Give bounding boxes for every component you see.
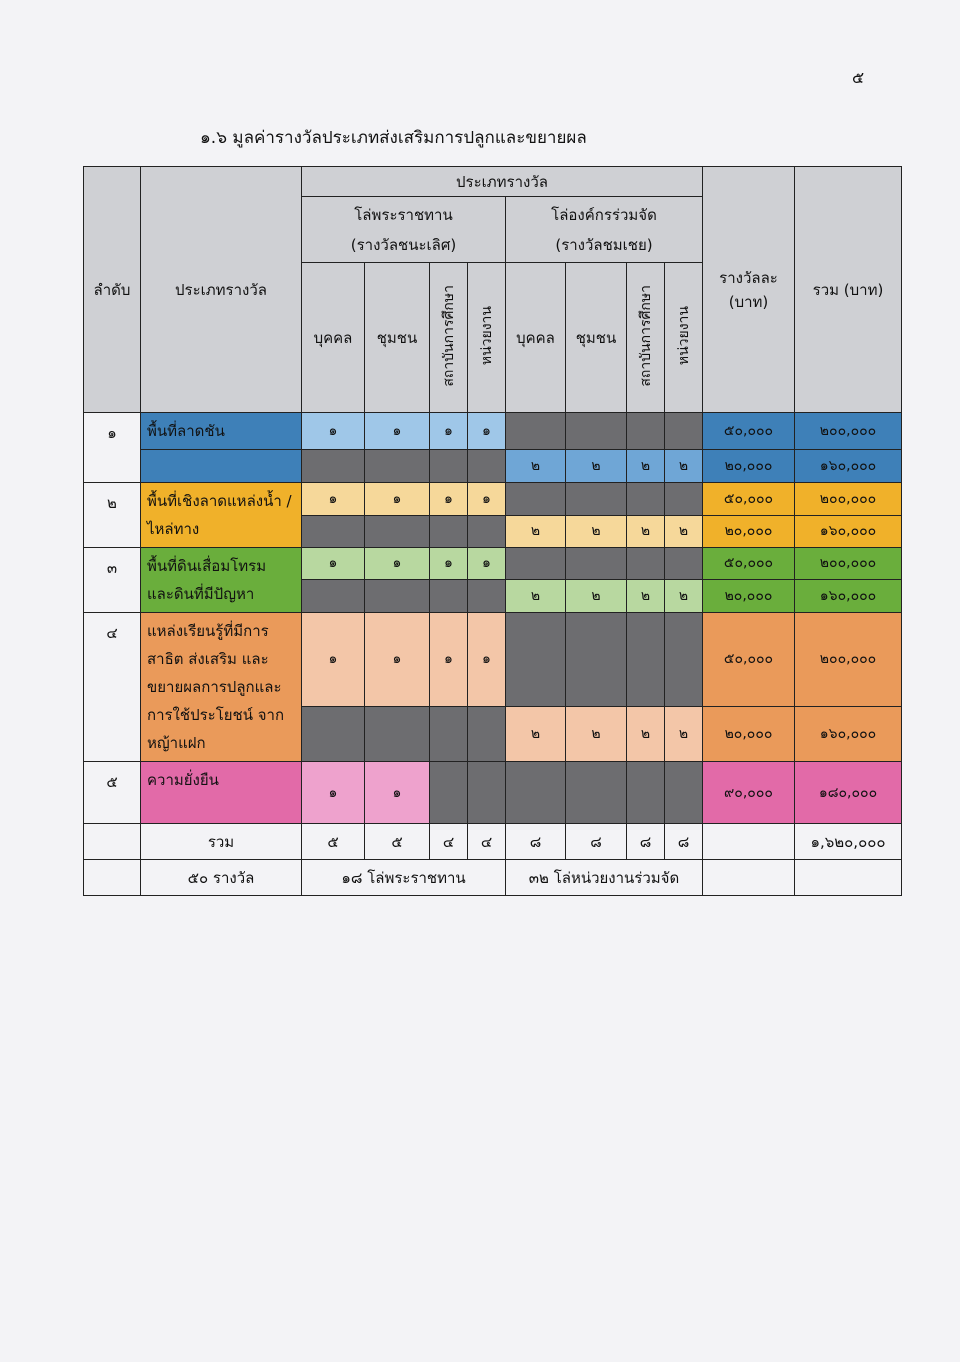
cell-value: ๑ (430, 483, 468, 516)
cell-total: ๒๐๐,๐๐๐ (795, 548, 902, 580)
sum-row (84, 824, 902, 860)
header-prize-each (703, 167, 795, 413)
empty-cell (665, 613, 703, 707)
empty-cell (430, 579, 468, 612)
empty-cell (468, 762, 506, 824)
empty-cell (627, 613, 665, 707)
cell-prize: ๒๐,๐๐๐ (703, 706, 795, 761)
cell-value: ๒ (627, 450, 665, 483)
cell-value: ๒ (665, 450, 703, 483)
sum-value: ๔ (468, 824, 506, 860)
header-org-line1: โล่องค์กรร่วมจัด (551, 205, 657, 224)
empty-cell (468, 515, 506, 548)
empty-cell (665, 413, 703, 450)
header-org-institution (627, 263, 665, 413)
empty-cell (430, 762, 468, 824)
cell-prize: ๕๐,๐๐๐ (703, 613, 795, 707)
cell-total: ๑๘๐,๐๐๐ (795, 762, 902, 824)
sum-value: ๘ (665, 824, 703, 860)
empty-cell (430, 706, 468, 761)
cell-value: ๑ (468, 548, 506, 580)
empty-cell (302, 515, 365, 548)
empty-cell (703, 860, 795, 896)
empty-cell (795, 860, 902, 896)
cell-prize: ๒๐,๐๐๐ (703, 515, 795, 548)
empty-cell (665, 483, 703, 516)
header-award-type: ประเภทรางวัล (141, 167, 302, 413)
sum-value: ๕ (302, 824, 365, 860)
empty-cell (430, 450, 468, 483)
header-org-shield (506, 197, 703, 263)
sum-value: ๘ (566, 824, 627, 860)
cell-value: ๒ (665, 706, 703, 761)
row-name: ความยั่งยืน (141, 762, 302, 824)
header-royal-line2: (รางวัลชนะเลิศ) (350, 235, 457, 254)
sum-label: รวม (141, 824, 302, 860)
row-seq: ๒ (84, 483, 141, 548)
cell-value: ๑ (302, 613, 365, 707)
cell-value: ๒ (627, 515, 665, 548)
award-value-table (83, 166, 902, 896)
empty-cell (506, 413, 566, 450)
empty-cell (566, 548, 627, 580)
empty-cell (703, 824, 795, 860)
empty-cell (627, 762, 665, 824)
cell-prize: ๕๐,๐๐๐ (703, 483, 795, 516)
header-royal-line1: โล่พระราชทาน (354, 205, 453, 224)
row-seq: ๑ (84, 413, 141, 483)
cell-value: ๑ (430, 413, 468, 450)
sum-value: ๔ (430, 824, 468, 860)
empty-cell (566, 762, 627, 824)
empty-cell (468, 579, 506, 612)
row-name: พื้นที่ดินเสื่อมโทรม และดินที่มีปัญหา (141, 548, 302, 613)
header-org-institution-text: สถาบันการศึกษา (637, 284, 654, 387)
cell-value: ๒ (506, 450, 566, 483)
cell-value: ๑ (302, 483, 365, 516)
cell-value: ๑ (365, 613, 430, 707)
cell-value: ๒ (566, 450, 627, 483)
cell-value: ๑ (302, 413, 365, 450)
header-org-community: ชุมชน (566, 263, 627, 413)
summary-awards: ๕๐ รางวัล (141, 860, 302, 896)
page-number: ๕ (852, 68, 865, 87)
empty-cell (365, 450, 430, 483)
row-name: พื้นที่เชิงลาดแหล่งน้ำ / ไหล่ทาง (141, 483, 302, 548)
cell-total: ๒๐๐,๐๐๐ (795, 613, 902, 707)
cell-total: ๒๐๐,๐๐๐ (795, 413, 902, 450)
cell-total: ๑๖๐,๐๐๐ (795, 579, 902, 612)
summary-royal-shields: ๑๘ โล่พระราชทาน (302, 860, 506, 896)
cell-value: ๑ (468, 413, 506, 450)
sum-value: ๘ (506, 824, 566, 860)
table-row (84, 548, 902, 580)
empty-cell (430, 515, 468, 548)
header-prize-each-line1: รางวัลละ (719, 268, 778, 287)
header-royal-institution (430, 263, 468, 413)
cell-value: ๒ (566, 579, 627, 612)
empty-cell (506, 548, 566, 580)
empty-cell (302, 579, 365, 612)
cell-value: ๒ (627, 706, 665, 761)
empty-cell (506, 483, 566, 516)
empty-cell (84, 824, 141, 860)
cell-value: ๒ (506, 515, 566, 548)
cell-value: ๒ (566, 706, 627, 761)
row-name: พื้นที่ลาดชัน (141, 413, 302, 450)
empty-cell (627, 413, 665, 450)
cell-value: ๒ (627, 579, 665, 612)
table-row (84, 450, 902, 483)
table-row (84, 413, 902, 450)
empty-cell (566, 413, 627, 450)
header-royal-individual: บุคคล (302, 263, 365, 413)
cell-value: ๑ (365, 413, 430, 450)
header-org-agency (665, 263, 703, 413)
header-seq: ลำดับ (84, 167, 141, 413)
header-royal-agency-text: หน่วยงาน (478, 305, 495, 366)
empty-cell (506, 613, 566, 707)
header-royal-shield (302, 197, 506, 263)
summary-org-shields: ๓๒ โล่หน่วยงานร่วมจัด (506, 860, 703, 896)
cell-prize: ๒๐,๐๐๐ (703, 579, 795, 612)
table-row (84, 762, 902, 824)
header-org-line2: (รางวัลชมเชย) (555, 235, 653, 254)
empty-cell (365, 579, 430, 612)
sum-value: ๕ (365, 824, 430, 860)
header-org-agency-text: หน่วยงาน (675, 305, 692, 366)
cell-value: ๒ (506, 706, 566, 761)
header-prize-each-line2: (บาท) (728, 292, 769, 311)
cell-total: ๑๖๐,๐๐๐ (795, 515, 902, 548)
empty-cell (365, 515, 430, 548)
empty-cell (302, 450, 365, 483)
empty-cell (665, 548, 703, 580)
empty-cell (627, 548, 665, 580)
cell-value: ๑ (365, 483, 430, 516)
header-group-award-type: ประเภทรางวัล (302, 167, 703, 197)
header-royal-agency (468, 263, 506, 413)
cell-value: ๒ (665, 579, 703, 612)
cell-value: ๒ (506, 579, 566, 612)
cell-prize: ๙๐,๐๐๐ (703, 762, 795, 824)
empty-cell (302, 706, 365, 761)
table-row (84, 613, 902, 707)
table-row (84, 483, 902, 516)
cell-value: ๑ (302, 548, 365, 580)
cell-value: ๑ (302, 762, 365, 824)
grand-total: ๑,๖๒๐,๐๐๐ (795, 824, 902, 860)
cell-total: ๑๖๐,๐๐๐ (795, 706, 902, 761)
cell-value: ๑ (365, 548, 430, 580)
sum-value: ๘ (627, 824, 665, 860)
empty-cell (365, 706, 430, 761)
row-name: แหล่งเรียนรู้ที่มีการ สาธิต ส่งเสริม และ ขยายผลการปลูกและ การใช้ประโยชน์ จากหญ้าแฝก (141, 613, 302, 762)
header-total: รวม (บาท) (795, 167, 902, 413)
header-royal-community: ชุมชน (365, 263, 430, 413)
header-org-individual: บุคคล (506, 263, 566, 413)
cell-total: ๒๐๐,๐๐๐ (795, 483, 902, 516)
empty-cell (627, 483, 665, 516)
row-name-continuation (141, 450, 302, 483)
section-title: ๑.๖ มูลค่ารางวัลประเภทส่งเสริมการปลูกและขยายผล (200, 128, 587, 148)
cell-value: ๑ (468, 613, 506, 707)
empty-cell (506, 762, 566, 824)
empty-cell (566, 483, 627, 516)
cell-total: ๑๖๐,๐๐๐ (795, 450, 902, 483)
empty-cell (468, 706, 506, 761)
summary-row (84, 860, 902, 896)
cell-value: ๒ (566, 515, 627, 548)
header-royal-institution-text: สถาบันการศึกษา (440, 284, 457, 387)
cell-value: ๒ (665, 515, 703, 548)
cell-value: ๑ (430, 548, 468, 580)
cell-value: ๑ (365, 762, 430, 824)
row-seq: ๓ (84, 548, 141, 613)
row-seq: ๕ (84, 762, 141, 824)
empty-cell (566, 613, 627, 707)
empty-cell (468, 450, 506, 483)
cell-value: ๑ (430, 613, 468, 707)
cell-prize: ๕๐,๐๐๐ (703, 548, 795, 580)
cell-value: ๑ (468, 483, 506, 516)
cell-prize: ๕๐,๐๐๐ (703, 413, 795, 450)
cell-prize: ๒๐,๐๐๐ (703, 450, 795, 483)
row-seq: ๔ (84, 613, 141, 762)
empty-cell (665, 762, 703, 824)
empty-cell (84, 860, 141, 896)
